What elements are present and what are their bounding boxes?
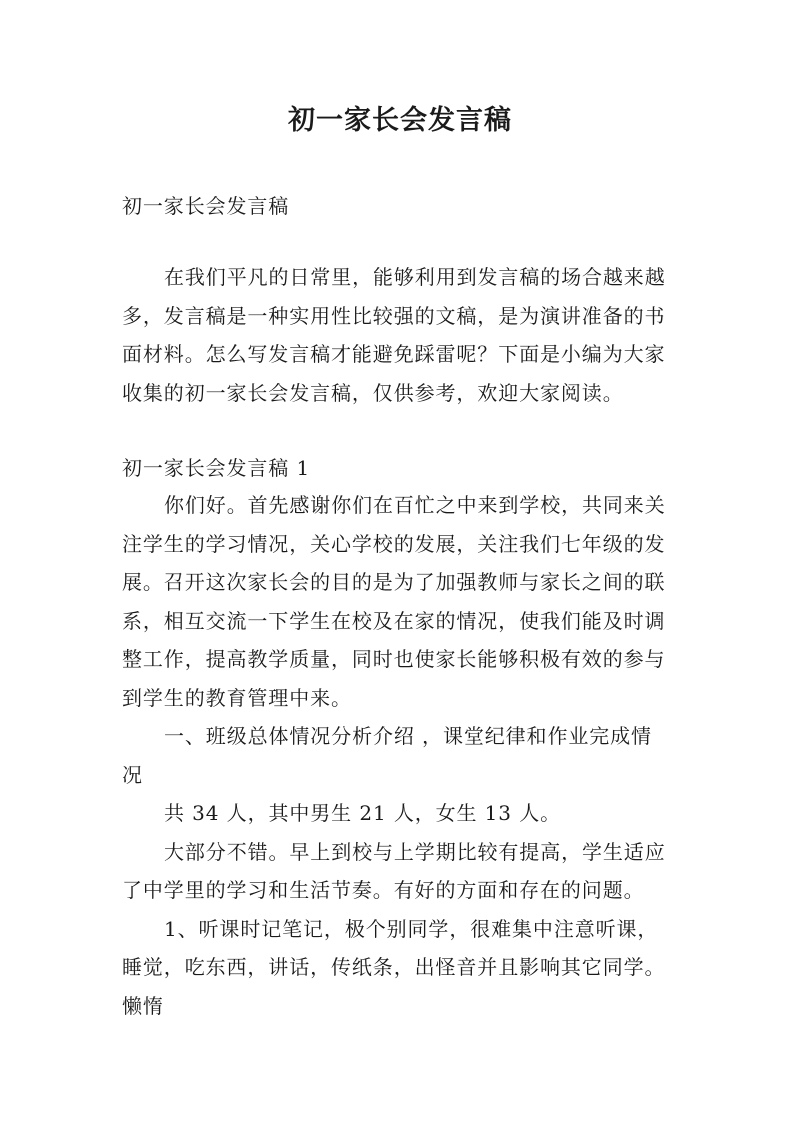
body-line: 况 xyxy=(122,763,143,787)
document-subtitle: 初一家长会发言稿 xyxy=(122,194,290,218)
section-heading: 初一家长会发言稿 1 xyxy=(122,456,311,480)
body-line: 到学生的教育管理中来。 xyxy=(122,686,352,710)
intro-line: 面材料。怎么写发言稿才能避免踩雷呢？下面是小编为大家 xyxy=(122,342,666,366)
body-line: 系，相互交流一下学生在校及在家的情况，使我们能及时调 xyxy=(122,609,666,633)
document-title: 初一家长会发言稿 xyxy=(288,105,512,136)
body-line: 了中学里的学习和生活节奏。有好的方面和存在的问题。 xyxy=(122,878,645,902)
intro-line: 多，发言稿是一种实用性比较强的文稿，是为演讲准备的书 xyxy=(122,304,666,328)
intro-line: 收集的初一家长会发言稿，仅供参考，欢迎大家阅读。 xyxy=(122,381,624,405)
intro-line: 在我们平凡的日常里，能够利用到发言稿的场合越来越 xyxy=(164,265,666,289)
body-line: 睡觉，吃东西，讲话，传纸条，出怪音并且影响其它同学。 xyxy=(122,955,666,979)
body-line: 1、听课时记笔记，极个别同学，很难集中注意听课， xyxy=(164,917,659,941)
body-line: 大部分不错。早上到校与上学期比较有提高，学生适应 xyxy=(164,840,666,864)
body-line: 一、班级总体情况分析介绍 ，课堂纪律和作业完成情 xyxy=(164,724,652,748)
body-line: 注学生的学习情况，关心学校的发展，关注我们七年级的发 xyxy=(122,532,666,556)
body-line: 你们好。首先感谢你们在百忙之中来到学校，共同来关 xyxy=(164,493,666,517)
body-line: 懒惰 xyxy=(122,994,164,1018)
body-line: 整工作，提高教学质量，同时也使家长能够积极有效的参与 xyxy=(122,647,666,671)
body-line: 共 34 人，其中男生 21 人，女生 13 人。 xyxy=(164,801,561,825)
body-line: 展。召开这次家长会的目的是为了加强教师与家长之间的联 xyxy=(122,570,666,594)
